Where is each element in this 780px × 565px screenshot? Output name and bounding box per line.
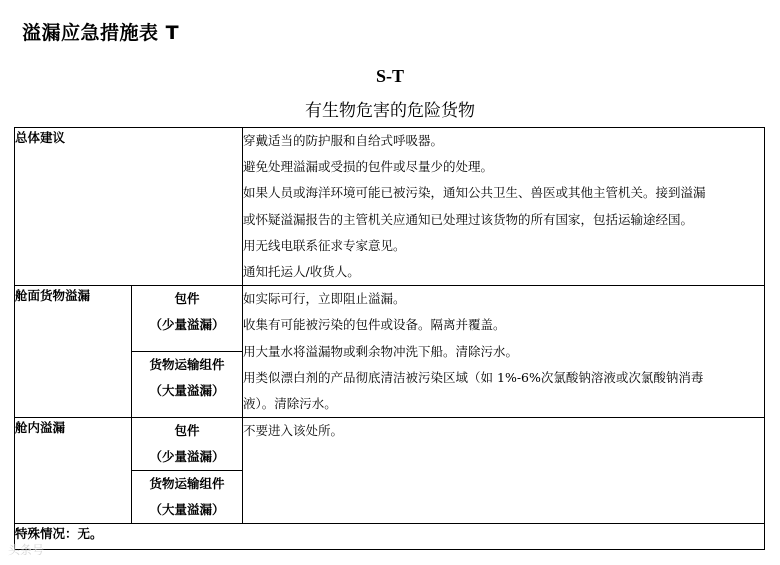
hold-cargo-units-label <box>132 471 243 524</box>
special-cases: 特殊情况：无。 <box>15 524 765 550</box>
text-line: 不要进入该处所。 <box>243 423 344 439</box>
schedule-code: S-T <box>375 66 404 86</box>
deck-cargo-units-label <box>132 352 243 418</box>
deck-text <box>243 286 765 418</box>
general-row <box>15 128 765 286</box>
deck-label: 舱面货物溢漏 <box>15 286 132 418</box>
hold-text <box>243 418 765 524</box>
sub-label-line: （少量溢漏） <box>149 317 225 333</box>
watermark: 头条号 <box>8 543 45 557</box>
document-title: 溢漏应急措施表 T <box>22 22 180 44</box>
text-line: 穿戴适当的防护服和自给式呼吸器。 <box>243 133 444 148</box>
sub-label-line: 货物运输组件 <box>149 476 225 492</box>
text-line: 用类似漂白剂的产品彻底清洁被污染区域（如 1%-6%次氯酸钠溶液或次氯酸钠消毒 <box>243 369 704 385</box>
deck-packages-label <box>132 286 243 352</box>
general-label: 总体建议 <box>15 128 243 286</box>
special-row <box>15 524 765 550</box>
text-line: 通知托运人/收货人。 <box>243 263 360 279</box>
hold-row-packages <box>15 418 765 471</box>
hold-packages-label <box>132 418 243 471</box>
sub-label-line: （少量溢漏） <box>149 449 225 465</box>
sub-label-line: 包件 <box>174 291 200 307</box>
sub-label-line: 货物运输组件 <box>149 357 225 373</box>
hazard-title: 有生物危害的危险货物 <box>305 101 475 121</box>
spillage-measures-table <box>14 127 765 550</box>
text-line: 用大量水将溢漏物或剩余物冲洗下船。清除污水。 <box>243 343 519 359</box>
text-line: 或怀疑溢漏报告的主管机关应通知已处理过该货物的所有国家，包括运输途经国。 <box>243 211 694 227</box>
text-line: 如实际可行，立即阻止溢漏。 <box>243 291 406 307</box>
text-line: 收集有可能被污染的包件或设备。隔离并覆盖。 <box>243 317 506 333</box>
text-line: 如果人员或海洋环境可能已被污染，通知公共卫生、兽医或其他主管机关。接到溢漏 <box>243 185 706 201</box>
sub-label-line: （大量溢漏） <box>149 383 225 399</box>
general-text <box>243 128 765 286</box>
text-line: 避免处理溢漏或受损的包件或尽量少的处理。 <box>243 159 494 175</box>
deck-row-packages <box>15 286 765 352</box>
hold-label: 舱内溢漏 <box>15 418 132 524</box>
sub-label-line: （大量溢漏） <box>149 502 225 518</box>
text-line: 用无线电联系征求专家意见。 <box>243 237 406 253</box>
text-line: 液）。清除污水。 <box>243 395 337 411</box>
sub-label-line: 包件 <box>174 423 200 439</box>
